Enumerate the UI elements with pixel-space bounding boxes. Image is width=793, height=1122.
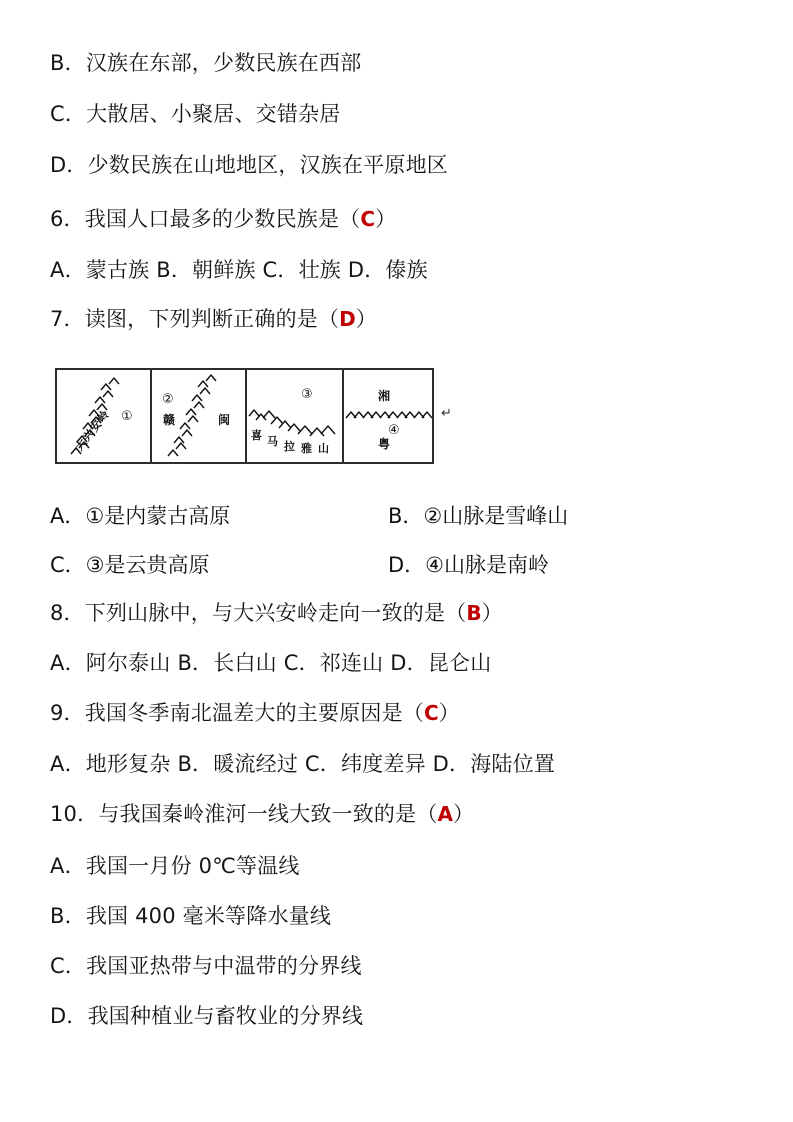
option-text: ④山脉是南岭 bbox=[425, 553, 549, 577]
question-9-options: A．地形复杂 B．暖流经过 C．纬度差异 D．海陆位置 bbox=[50, 752, 556, 776]
panel-1-marker: ① bbox=[121, 409, 133, 424]
question-10-stem bbox=[50, 801, 474, 827]
option-text: ③是云贵高原 bbox=[85, 553, 210, 577]
option-text: 我国种植业与畜牧业的分界线 bbox=[87, 1004, 364, 1028]
answer-letter: C bbox=[423, 701, 439, 725]
option-label: B． bbox=[50, 904, 86, 928]
figure-panel-1 bbox=[57, 368, 150, 464]
question-7-option-a bbox=[50, 500, 230, 530]
question-10-option-b bbox=[50, 903, 331, 929]
panel-2-side-label-left: 赣 bbox=[163, 413, 176, 427]
question-6-options: A．蒙古族 B．朝鲜族 C．壮族 D．傣族 bbox=[50, 258, 428, 282]
answer-letter: D bbox=[339, 307, 356, 331]
answer-letter: B bbox=[466, 601, 482, 625]
question-7-option-d bbox=[388, 549, 549, 579]
option-label: C． bbox=[50, 102, 87, 126]
question-7-option-c bbox=[50, 549, 210, 579]
question-number: 10． bbox=[50, 802, 99, 826]
option-label: D． bbox=[388, 553, 426, 577]
panel-4-marker: ④ bbox=[388, 423, 400, 438]
question-10-option-d bbox=[50, 1003, 363, 1029]
option-label: C． bbox=[50, 553, 86, 577]
paragraph-return-mark: ↵ bbox=[441, 406, 452, 421]
panel-1-mountain-label: 大兴安岭 bbox=[72, 407, 113, 454]
option-text: 少数民族在山地地区，汉族在平原地区 bbox=[87, 153, 448, 177]
question-7-option-b bbox=[388, 500, 568, 530]
panel-3-marker: ③ bbox=[301, 387, 313, 402]
option-label: B． bbox=[50, 51, 86, 75]
figure-panel-4 bbox=[344, 368, 432, 464]
option-text: 我国亚热带与中温带的分界线 bbox=[86, 954, 362, 978]
figure-panel-3: ③ 喜 马 拉 雅 山 bbox=[247, 368, 342, 464]
paren-close: ） bbox=[355, 307, 377, 331]
question-10-option-c bbox=[50, 953, 362, 979]
option-text: 大散居、小聚居、交错杂居 bbox=[86, 102, 341, 126]
option-label: D． bbox=[50, 153, 88, 177]
question-6-stem bbox=[50, 206, 396, 232]
panel-4-side-label-top: 湘 bbox=[378, 389, 391, 403]
paren-close: ） bbox=[453, 802, 475, 826]
option-text: 汉族在东部，少数民族在西部 bbox=[85, 51, 362, 75]
option-text: ②山脉是雪峰山 bbox=[423, 504, 569, 528]
question-8-options: A．阿尔泰山 B．长白山 C．祁连山 D．昆仑山 bbox=[50, 651, 492, 675]
option-text: ①是内蒙古高原 bbox=[85, 504, 231, 528]
panel-4-side-label-bottom: 粤 bbox=[378, 437, 391, 451]
question-number: 7． bbox=[50, 307, 85, 331]
question-text: 我国冬季南北温差大的主要原因是 bbox=[84, 701, 403, 725]
paren-open: （ bbox=[317, 307, 340, 331]
option-label: B． bbox=[388, 504, 424, 528]
question-text: 下列山脉中，与大兴安岭走向一致的是 bbox=[84, 601, 446, 625]
option-text: 我国一月份 0℃等温线 bbox=[85, 854, 300, 878]
panel-2-marker: ② bbox=[162, 392, 174, 407]
answer-letter: C bbox=[360, 207, 376, 231]
option-text: 我国 400 毫米等降水量线 bbox=[85, 904, 332, 928]
question-text: 与我国秦岭淮河一线大致一致的是 bbox=[98, 802, 417, 826]
option-row bbox=[50, 50, 361, 76]
panel-2-side-label-right: 闽 bbox=[218, 413, 231, 427]
option-row bbox=[50, 101, 340, 127]
question-8-stem bbox=[50, 600, 503, 626]
option-row bbox=[50, 152, 448, 178]
paren-open: （ bbox=[402, 701, 424, 725]
option-label: A． bbox=[50, 504, 86, 528]
question-number: 6． bbox=[50, 207, 85, 231]
paren-close: ） bbox=[481, 601, 503, 625]
option-label: C． bbox=[50, 954, 87, 978]
question-number: 8． bbox=[50, 601, 85, 625]
figure-panel-2 bbox=[152, 368, 245, 464]
paren-open: （ bbox=[445, 601, 467, 625]
question-7-stem bbox=[50, 306, 377, 332]
answer-letter: A bbox=[437, 802, 454, 826]
option-label: A． bbox=[50, 854, 86, 878]
question-text: 我国人口最多的少数民族是 bbox=[84, 207, 340, 231]
question-9-stem bbox=[50, 700, 460, 726]
paren-open: （ bbox=[339, 207, 361, 231]
option-label: D． bbox=[50, 1004, 88, 1028]
paren-open: （ bbox=[416, 802, 438, 826]
mountain-range-figure bbox=[55, 368, 452, 464]
question-text: 读图，下列判断正确的是 bbox=[84, 307, 318, 331]
question-number: 9． bbox=[50, 701, 85, 725]
paren-close: ） bbox=[438, 701, 460, 725]
paren-close: ） bbox=[375, 207, 397, 231]
question-10-option-a bbox=[50, 853, 300, 879]
